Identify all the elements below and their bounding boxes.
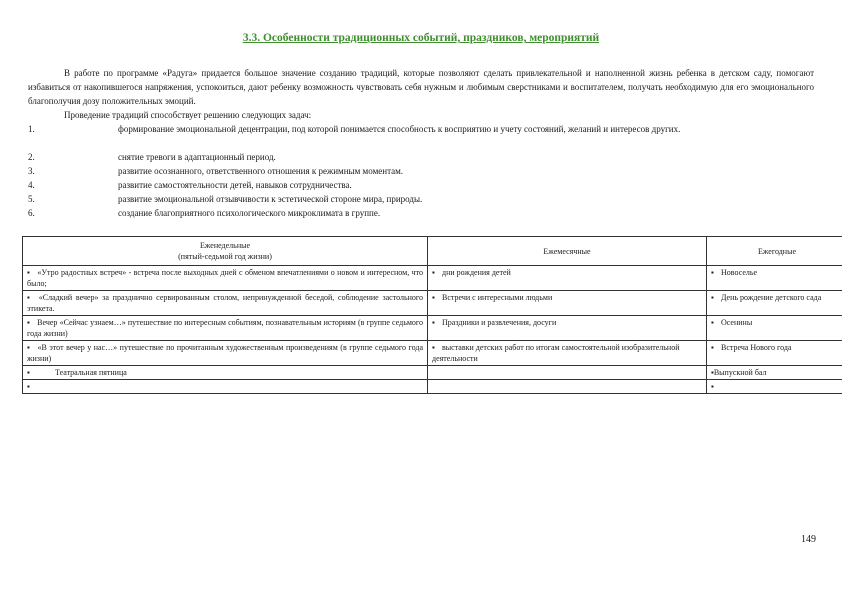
task-text: создание благоприятного психологического микроклимата в группе. (118, 208, 381, 218)
intro-paragraph: В работе по программе «Радуга» придается большое значение созданию традиций, которые позволяют сделать привлекательной и наполненной жизнь ребенка в детском саду, помогают избавиться от накопившегося напряжения, успокоиться, дают ребенку возможность чувствовать себя нужным и любимым сверстниками и воспитателем, получать необходимую для его эмоционального благополучия дозу положительных эмоций. (28, 68, 814, 106)
weekly-cell (23, 291, 428, 316)
bullet-icon: ▪ (432, 318, 435, 327)
bullet-icon: ▪ (27, 368, 30, 377)
page-number: 149 (801, 534, 816, 545)
bullet-icon: ▪ (27, 382, 30, 391)
yearly-cell-text: Выпускной бал (713, 368, 767, 377)
task-text: развитие самостоятельности детей, навыков сотрудничества. (118, 180, 352, 190)
section-heading: 3.3. Особенности традиционных событий, праздников, мероприятий (242, 32, 600, 44)
task-item (28, 164, 814, 178)
table-row (23, 380, 842, 394)
weekly-cell (23, 266, 428, 291)
yearly-cell (707, 316, 842, 341)
weekly-header (23, 237, 428, 266)
task-text: развитие осознанного, ответственного отношения к режимным моментам. (118, 166, 404, 176)
traditions-table (22, 236, 842, 394)
task-number: 2. (28, 152, 35, 162)
table-row (23, 266, 842, 291)
weekly-cell-text: «Утро радостных встреч» - встреча после выходных дней с обменом впечатлениями о новом и интересном, что было; (27, 268, 424, 288)
bullet-icon: ▪ (432, 293, 435, 302)
yearly-header: Ежегодные (707, 237, 842, 266)
bullet-icon: ▪ (27, 268, 30, 277)
task-item (28, 178, 814, 192)
task-number: 5. (28, 194, 35, 204)
monthly-cell (428, 291, 707, 316)
bullet-icon: ▪ (711, 268, 714, 277)
table-row (23, 366, 842, 380)
monthly-cell (428, 380, 707, 394)
bullet-icon: ▪ (711, 318, 714, 327)
bullet-icon: ▪ (432, 343, 435, 352)
bullet-icon: ▪ (432, 268, 435, 277)
tasks-intro-paragraph: Проведение традиций способствует решению следующих задач: (64, 110, 312, 120)
bullet-icon: ▪ (27, 318, 30, 327)
bullet-icon: ▪ (27, 343, 30, 352)
monthly-header: Ежемесячные (428, 237, 707, 266)
weekly-cell (23, 316, 428, 341)
yearly-cell-text: Новоселье (721, 268, 758, 277)
task-number: 1. (28, 124, 35, 134)
yearly-cell-text: День рождение детского сада (721, 293, 822, 302)
weekly-cell (23, 380, 428, 394)
bullet-icon: ▪ (711, 382, 714, 391)
table-row (23, 341, 842, 366)
task-item (28, 150, 814, 164)
task-item (28, 122, 814, 136)
monthly-cell (428, 366, 707, 380)
task-item (28, 192, 814, 206)
weekly-cell-text: «В этот вечер у нас…» путешествие по прочитанным художественным произведениям (в группе седьмого года жизни) (27, 343, 423, 363)
weekly-cell (23, 341, 428, 366)
yearly-cell-text: Встреча Нового года (721, 343, 792, 352)
monthly-cell-text: Праздники и развлечения, досуги (442, 318, 557, 327)
table-header-row (23, 237, 842, 266)
weekly-cell-text: Вечер «Сейчас узнаем…» путешествие по интересным событиям, познавательным историям (в группе седьмого года жизни) (27, 318, 423, 338)
yearly-cell (707, 366, 842, 380)
monthly-cell (428, 266, 707, 291)
bullet-icon: ▪ (711, 368, 714, 377)
task-text: снятие тревоги в адаптационный период. (118, 152, 276, 162)
task-text: формирование эмоциональной децентрации, под которой понимается способность к восприятию и учету состояний, желаний и интересов других. (118, 124, 681, 134)
weekly-cell (23, 366, 428, 380)
weekly-header-title: Еженедельные (199, 241, 251, 250)
yearly-cell (707, 341, 842, 366)
weekly-cell-text: «Сладкий вечер» за празднично сервированным столом, непринужденной беседой, соблюдение застольного этикета. (27, 293, 424, 313)
bullet-icon: ▪ (711, 343, 714, 352)
yearly-cell (707, 291, 842, 316)
bullet-icon: ▪ (711, 293, 714, 302)
task-text: развитие эмоциональной отзывчивости к эстетической стороне мира, природы. (118, 194, 423, 204)
monthly-cell-text: выставки детских работ по итогам самостоятельной изобразительной деятельности (432, 343, 680, 363)
yearly-cell (707, 266, 842, 291)
bullet-icon: ▪ (27, 293, 30, 302)
task-item (28, 206, 814, 220)
monthly-cell (428, 341, 707, 366)
task-number: 3. (28, 166, 35, 176)
weekly-header-subtitle: (пятый-седьмой год жизни) (178, 252, 272, 261)
task-number: 4. (28, 180, 35, 190)
yearly-cell (707, 380, 842, 394)
weekly-cell-text: Театральная пятница (55, 368, 127, 377)
table-row (23, 316, 842, 341)
monthly-cell-text: Встречи с интересными людьми (442, 293, 553, 302)
task-number: 6. (28, 208, 35, 218)
table-row (23, 291, 842, 316)
yearly-cell-text: Осенины (721, 318, 753, 327)
monthly-cell (428, 316, 707, 341)
monthly-cell-text: дни рождения детей (442, 268, 511, 277)
